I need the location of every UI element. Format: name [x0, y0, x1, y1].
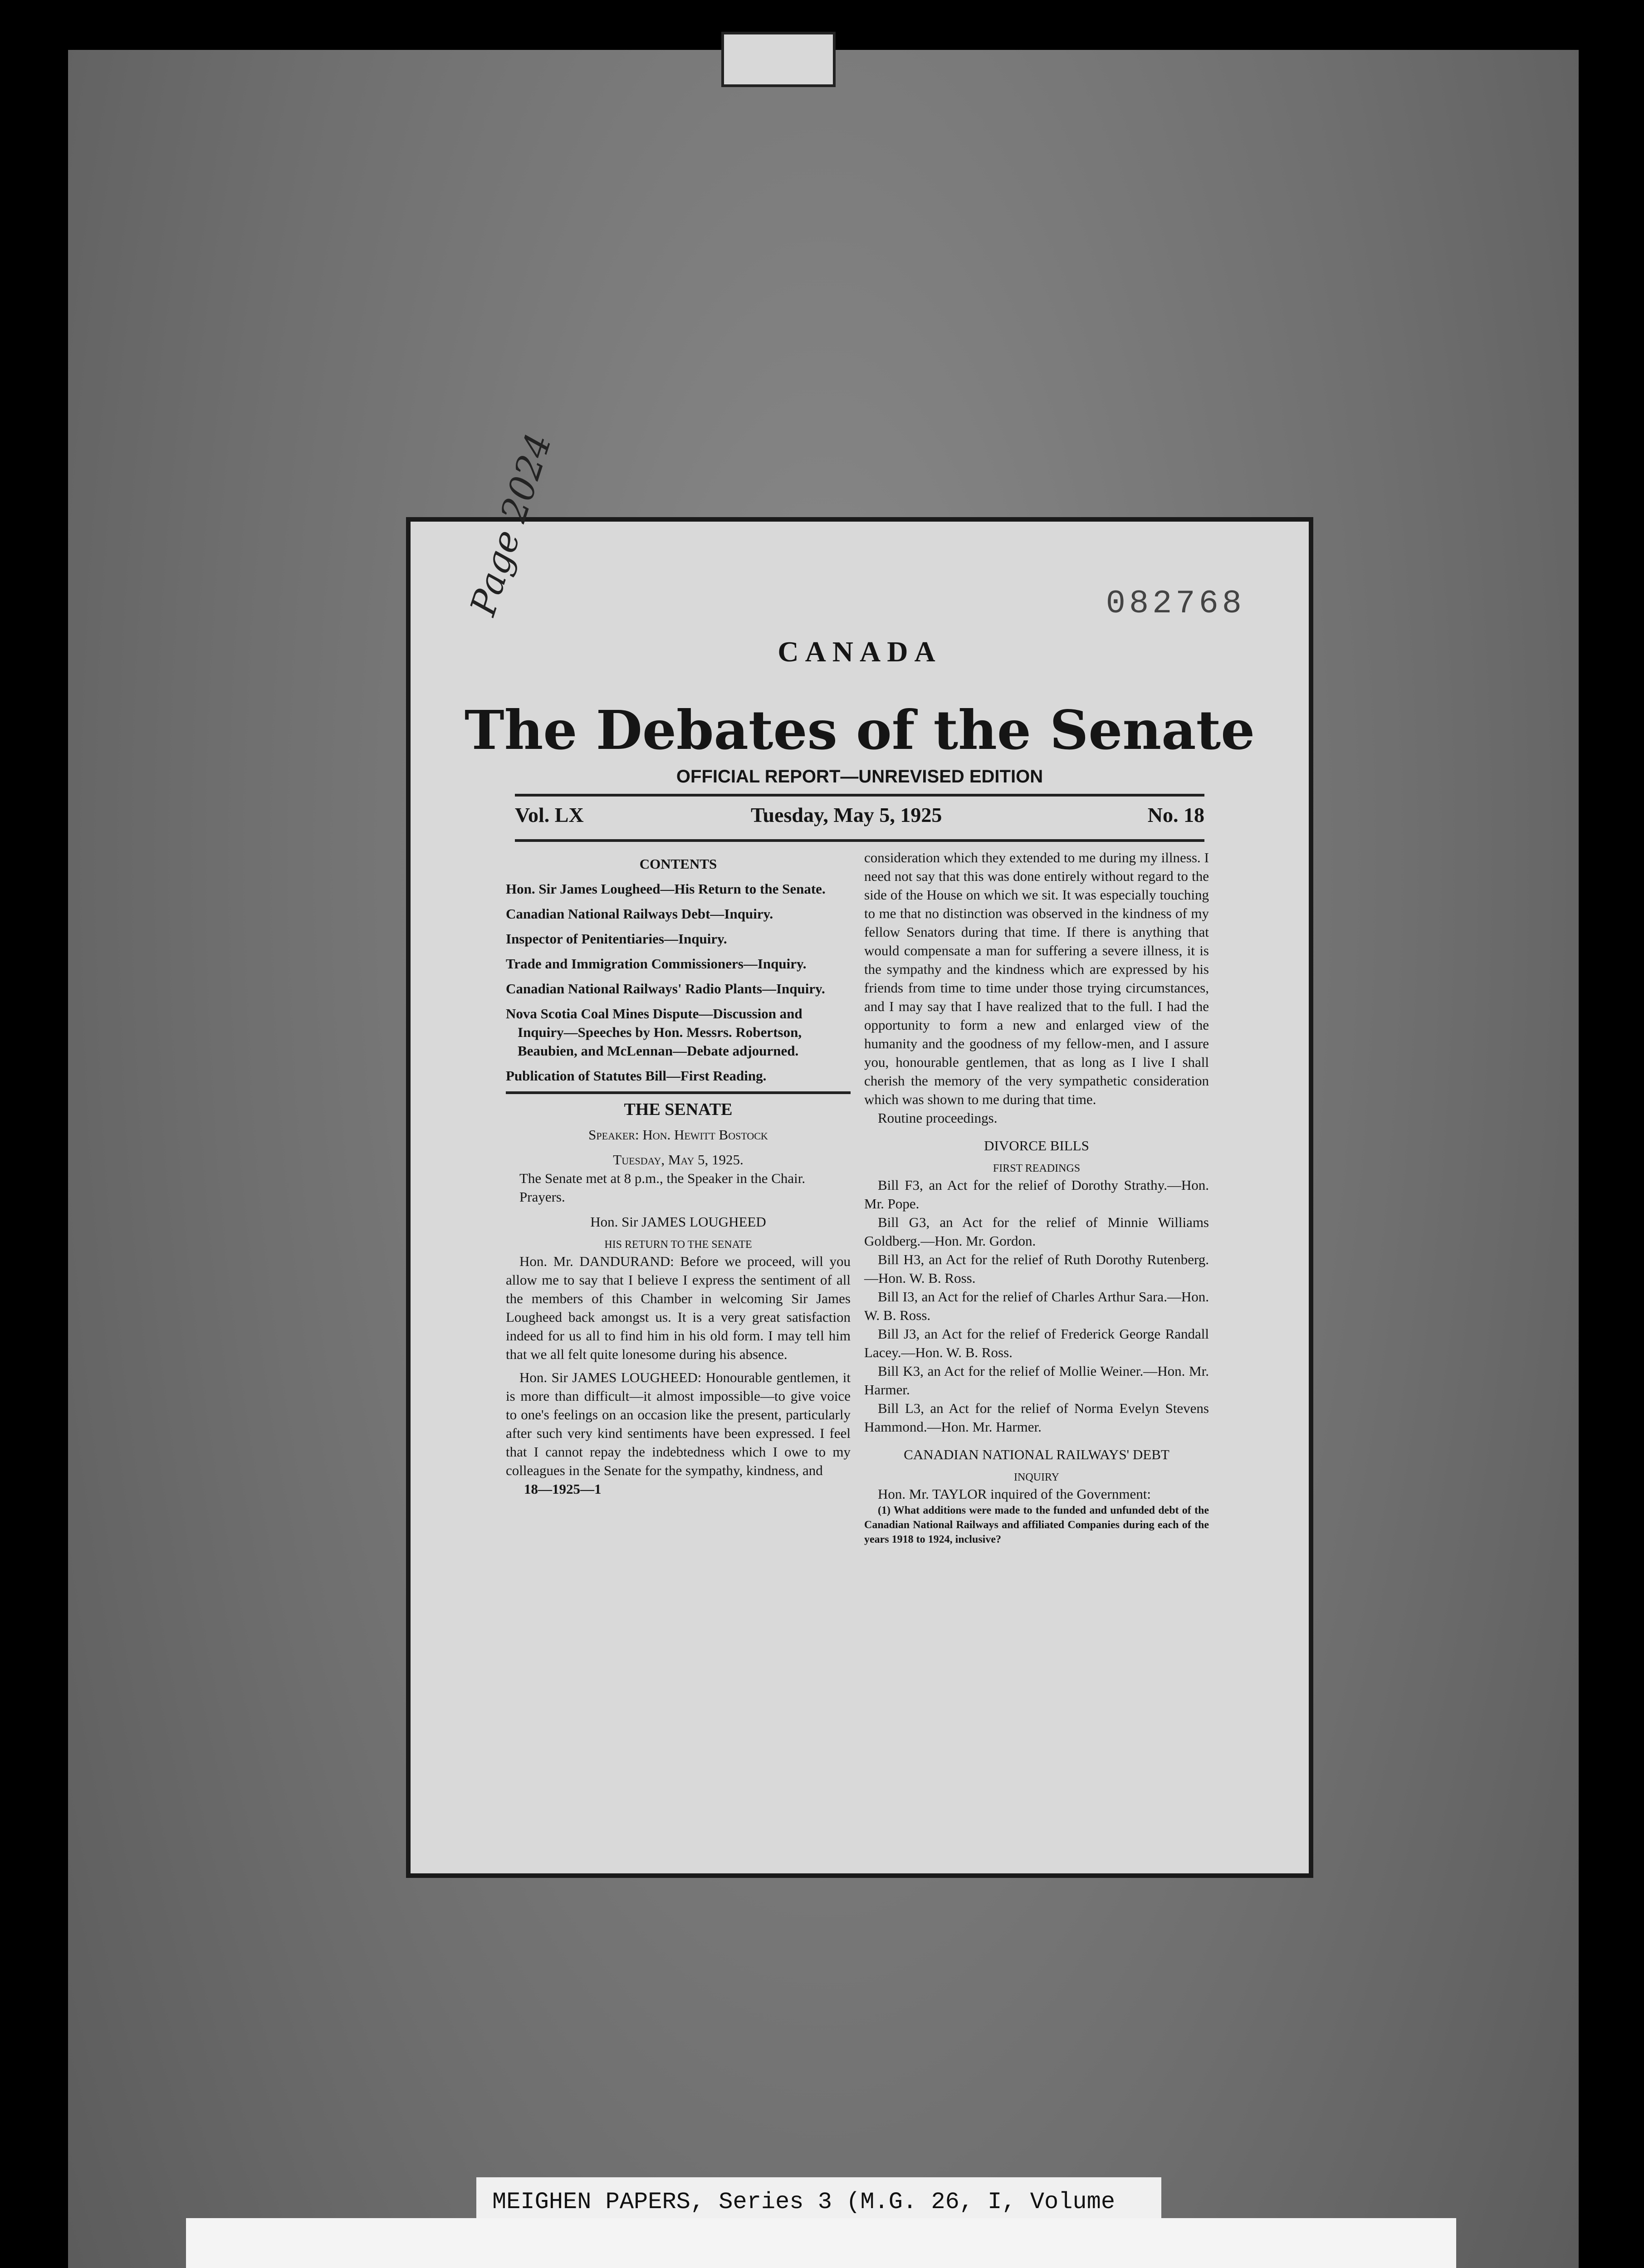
prayers: Prayers.: [519, 1189, 565, 1205]
lougheed-paragraph-continued: consideration which they extended to me during my illness. I need not say that this was done entirely without regard to the side of the House on which we sit. It was especially touching to me that no distinction was observed in the kindness of my fellow Senators during that time. If there is anything that would compensate a man for suffering a severe illness, it is the sympathy and the kindness which are expressed by his friends from time to time under those trying circumstances, and I may say that I have realized that to the full. I had the opportunity to form a new and enlarged view of the humanity and the goodness of my fellow-men, and I assure you, honourable gentlemen, that as long as I live I shall cherish the memory of the very sympathetic consideration which was shown to me during that time.: [864, 850, 1209, 1107]
contents-item: Publication of Statutes Bill—First Reading.: [506, 1068, 767, 1084]
senate-heading: THE SENATE: [624, 1100, 733, 1119]
speaker-line: Speaker: Hon. Hewitt Bostock: [588, 1127, 768, 1143]
first-readings-heading: FIRST READINGS: [993, 1163, 1081, 1174]
taylor-inquiry: Hon. Mr. TAYLOR inquired of the Government:: [878, 1486, 1151, 1502]
stamp-number: 082768: [1106, 585, 1245, 622]
lougheed-heading: Hon. Sir JAMES LOUGHEED: [590, 1214, 766, 1230]
column-left: [506, 848, 851, 1498]
contents-heading: CONTENTS: [639, 856, 717, 872]
bill-item: Bill J3, an Act for the relief of Frederick George Randall Lacey.—Hon. W. B. Ross.: [864, 1326, 1209, 1360]
contents-item: Hon. Sir James Lougheed—His Return to the Senate.: [506, 881, 826, 897]
cnr-heading: CANADIAN NATIONAL RAILWAYS' DEBT: [904, 1447, 1169, 1462]
contents-item: Inspector of Penitentiaries—Inquiry.: [506, 931, 727, 947]
bill-item: Bill L3, an Act for the relief of Norma Evelyn Stevens Hammond.—Hon. Mr. Harmer.: [864, 1400, 1209, 1435]
binder-clip: [721, 32, 836, 87]
bill-item: Bill H3, an Act for the relief of Ruth Dorothy Rutenberg.—Hon. W. B. Ross.: [864, 1251, 1209, 1286]
collection-label: MEIGHEN PAPERS, Series 3 (M.G. 26, I, Volume: [476, 2177, 1161, 2227]
volume-label: Vol. LX: [515, 803, 584, 826]
lougheed-paragraph: Hon. Sir JAMES LOUGHEED: Honourable gentlemen, it is more than difficult—it almost impossible—to give voice to one's feelings on an occasion like the present, particularly after such very kind sentiments have been expressed. I feel that I cannot repay the indebtedness which I owe to my colleagues in the Senate for the sympathy, kindness, and: [506, 1369, 851, 1478]
dandurand-paragraph: Hon. Mr. DANDURAND: Before we proceed, will you allow me to say that I believe I express the sentiment of all the members of this Chamber in welcoming Sir James Lougheed back amongst us. It is a very great satisfaction indeed for us all to find him in his old form. I may tell him that we all felt quite lonesome during his absence.: [506, 1253, 851, 1362]
issue-number: No. 18: [1147, 803, 1204, 826]
masthead-title: The Debates of the Senate: [464, 699, 1255, 762]
inquiry-heading: INQUIRY: [1014, 1471, 1059, 1483]
divorce-heading: DIVORCE BILLS: [984, 1138, 1089, 1154]
contents-item: Nova Scotia Coal Mines Dispute—Discussion and Inquiry—Speeches by Hon. Messrs. Robertson, Beaubien, and McLennan—Debate adjourned.: [506, 1006, 802, 1059]
bill-item: Bill K3, an Act for the relief of Mollie Weiner.—Hon. Mr. Harmer.: [864, 1363, 1209, 1398]
footer-code: 18—1925—1: [524, 1481, 602, 1497]
section-rule: [506, 1091, 851, 1094]
column-right: [864, 848, 1209, 1547]
contents-item: Canadian National Railways Debt—Inquiry.: [506, 906, 773, 922]
inquiry-question: (1) What additions were made to the funded and unfunded debt of the Canadian National Railways and affiliated Companies during each of the years 1918 to 1924, inclusive?: [864, 1505, 1209, 1545]
routine-proceedings: Routine proceedings.: [878, 1110, 998, 1126]
lougheed-subheading: HIS RETURN TO THE SENATE: [604, 1239, 752, 1251]
issue-date: Tuesday, May 5, 1925: [751, 803, 942, 826]
handwritten-note: Page 2024: [463, 429, 560, 621]
bill-item: Bill G3, an Act for the relief of Minnie Williams Goldberg.—Hon. Mr. Gordon.: [864, 1214, 1209, 1249]
masthead-country: CANADA: [778, 635, 942, 668]
senate-met: The Senate met at 8 p.m., the Speaker in the Chair.: [519, 1170, 806, 1186]
contents-item: Canadian National Railways' Radio Plants—Inquiry.: [506, 981, 825, 997]
archive-card: [186, 2218, 1456, 2268]
bill-item: Bill F3, an Act for the relief of Dorothy Strathy.—Hon. Mr. Pope.: [864, 1177, 1209, 1212]
masthead-rule-bottom: [515, 839, 1204, 842]
document-page: [411, 429, 1309, 1873]
bill-item: Bill I3, an Act for the relief of Charles Arthur Sara.—Hon. W. B. Ross.: [864, 1289, 1209, 1323]
session-date: Tuesday, May 5, 1925.: [613, 1152, 744, 1168]
masthead-subtitle: OFFICIAL REPORT—UNREVISED EDITION: [676, 767, 1043, 787]
issue-meta: [515, 794, 1204, 835]
contents-item: Trade and Immigration Commissioners—Inquiry.: [506, 956, 807, 972]
